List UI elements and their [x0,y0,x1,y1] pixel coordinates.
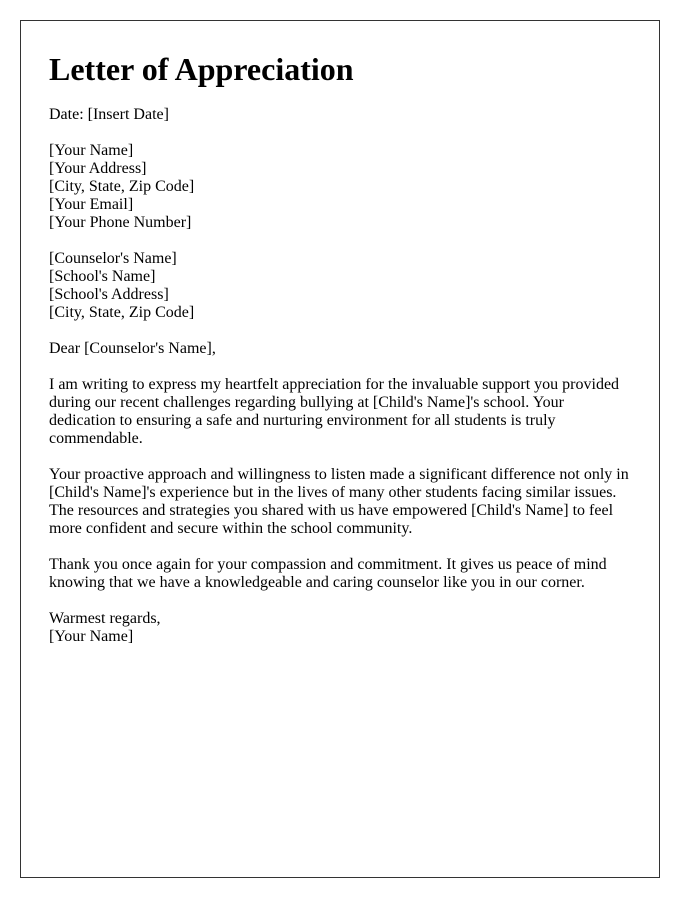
recipient-school-address: [School's Address] [49,286,169,303]
letter-title: Letter of Appreciation [49,51,354,87]
recipient-name: [Counselor's Name] [49,250,177,267]
recipient-school: [School's Name] [49,268,156,285]
signature: [Your Name] [49,628,134,645]
sender-address: [Your Address] [49,160,147,177]
closing: Warmest regards, [49,610,161,627]
body-paragraph-2: Your proactive approach and willingness to listen made a significant difference not only in [Child's Name]'s experience but in the lives of many other students facing similar issues. The resources and strategies you shared with us have empowered [Child's Name] to feel more confident and secure within the school community. [49,466,629,537]
recipient-city-state-zip: [City, State, Zip Code] [49,304,195,321]
letter-page [20,20,660,878]
recipient-address-block [49,250,631,322]
salutation: Dear [Counselor's Name], [49,340,216,357]
body-paragraph-1: I am writing to express my heartfelt appreciation for the invaluable support you provided during our recent challenges regarding bullying at [Child's Name]'s school. Your dedication to ensuring a safe and nurturing environment for all students is truly commendable. [49,376,620,447]
date-line: Date: [Insert Date] [49,106,169,123]
sender-name: [Your Name] [49,142,134,159]
body-paragraph-3: Thank you once again for your compassion and commitment. It gives us peace of mind knowing that we have a knowledgeable and caring counselor like you in our corner. [49,556,607,591]
closing-block [49,610,631,646]
sender-phone: [Your Phone Number] [49,214,192,231]
sender-city-state-zip: [City, State, Zip Code] [49,178,195,195]
sender-address-block [49,142,631,232]
sender-email: [Your Email] [49,196,134,213]
